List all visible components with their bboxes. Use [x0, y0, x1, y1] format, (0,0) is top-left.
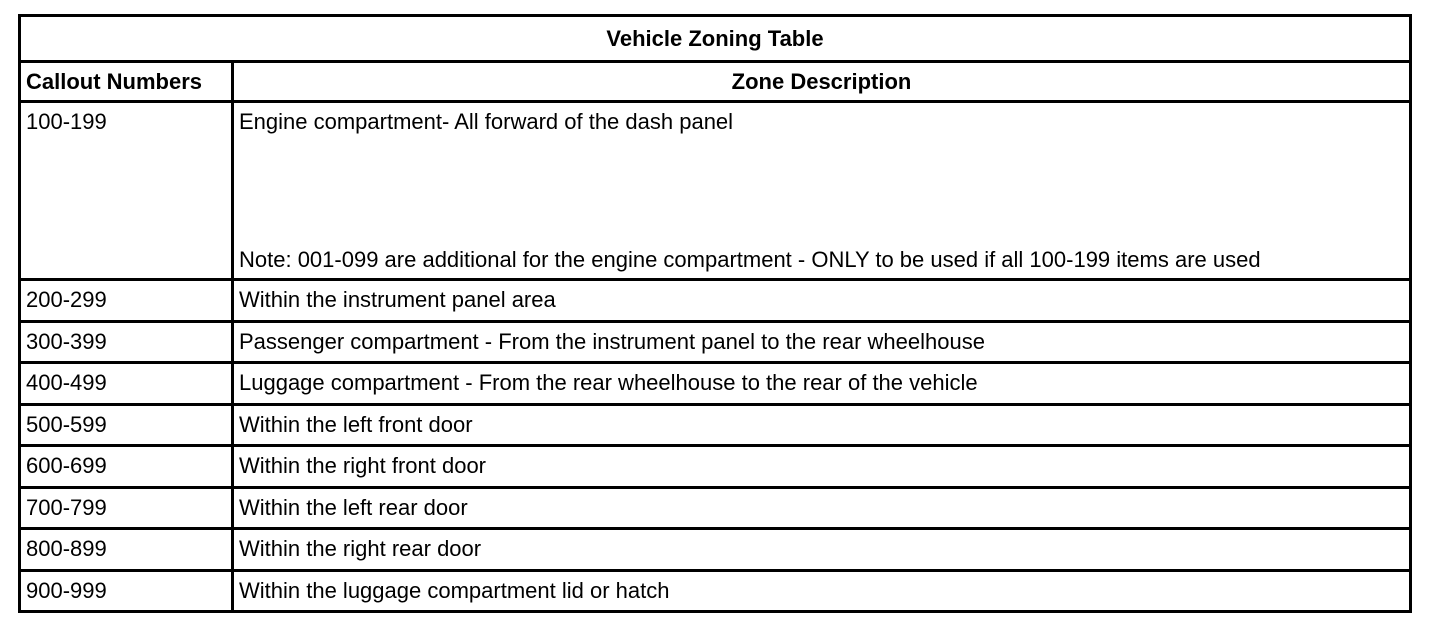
- table-row: [20, 321, 1411, 363]
- zone-cell: Within the right front door: [233, 446, 1411, 488]
- header-callout-numbers: Callout Numbers: [20, 62, 233, 102]
- table-title: Vehicle Zoning Table: [20, 16, 1411, 62]
- table-row: [20, 280, 1411, 322]
- title-row: [20, 16, 1411, 62]
- callout-cell: 500-599: [20, 404, 233, 446]
- zone-cell: Luggage compartment - From the rear wheelhouse to the rear of the vehicle: [233, 363, 1411, 405]
- callout-cell: 900-999: [20, 570, 233, 612]
- table-row: [20, 102, 1411, 280]
- zone-cell: Within the luggage compartment lid or hatch: [233, 570, 1411, 612]
- callout-cell: 200-299: [20, 280, 233, 322]
- callout-cell: [20, 102, 233, 280]
- zone-cell: Within the left front door: [233, 404, 1411, 446]
- header-row: [20, 62, 1411, 102]
- callout-value: 100-199: [26, 109, 107, 134]
- table-row: [20, 487, 1411, 529]
- table-row: [20, 570, 1411, 612]
- callout-cell: 600-699: [20, 446, 233, 488]
- zone-note: Note: 001-099 are additional for the engine compartment - ONLY to be used if all 100-199 items are used: [239, 247, 1261, 272]
- callout-cell: 300-399: [20, 321, 233, 363]
- zone-cell: Within the left rear door: [233, 487, 1411, 529]
- table-row: [20, 529, 1411, 571]
- callout-cell: 400-499: [20, 363, 233, 405]
- vehicle-zoning-table: [18, 14, 1412, 613]
- zone-cell: Passenger compartment - From the instrument panel to the rear wheelhouse: [233, 321, 1411, 363]
- table-row: [20, 446, 1411, 488]
- table-row: [20, 404, 1411, 446]
- callout-cell: 700-799: [20, 487, 233, 529]
- zone-cell: Within the instrument panel area: [233, 280, 1411, 322]
- zone-cell: [233, 102, 1411, 280]
- zone-content: [239, 103, 1409, 275]
- header-zone-description: Zone Description: [233, 62, 1411, 102]
- zone-description: Engine compartment- All forward of the dash panel: [239, 109, 734, 134]
- callout-cell: 800-899: [20, 529, 233, 571]
- zone-cell: Within the right rear door: [233, 529, 1411, 571]
- table-row: [20, 363, 1411, 405]
